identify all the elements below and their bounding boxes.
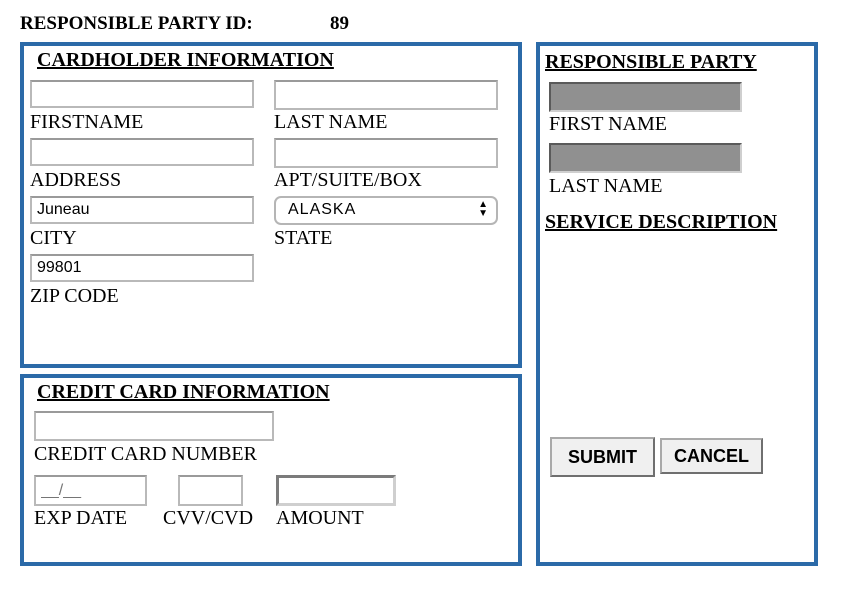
rp-first-name-input[interactable] <box>549 82 742 112</box>
cardholder-info-panel <box>20 42 522 368</box>
responsible-party-id-value: 89 <box>330 13 349 34</box>
firstname-label: FIRSTNAME <box>30 111 144 133</box>
cvv-label: CVV/CVD <box>163 507 254 529</box>
cvv-input[interactable] <box>178 475 243 506</box>
firstname-input[interactable] <box>30 80 254 108</box>
credit-card-number-label: CREDIT CARD NUMBER <box>34 443 257 465</box>
service-description-title: SERVICE DESCRIPTION <box>545 211 778 233</box>
state-select[interactable] <box>274 196 498 225</box>
rp-last-name-label: LAST NAME <box>549 175 663 197</box>
state-select-value: ALASKA <box>288 201 357 218</box>
address-label: ADDRESS <box>30 169 122 191</box>
credit-card-number-input[interactable] <box>34 411 274 441</box>
responsible-party-panel <box>536 42 818 566</box>
zip-code-label: ZIP CODE <box>30 285 119 307</box>
rp-last-name-input[interactable] <box>549 143 742 173</box>
responsible-party-title: RESPONSIBLE PARTY <box>545 51 757 73</box>
responsible-party-id <box>20 13 349 35</box>
apt-suite-box-label: APT/SUITE/BOX <box>274 169 422 191</box>
exp-date-label: EXP DATE <box>34 507 128 529</box>
address-input[interactable] <box>30 138 254 166</box>
lastname-input[interactable] <box>274 80 498 110</box>
select-updown-icon: ▲ ▼ <box>478 199 488 219</box>
apt-suite-box-input[interactable] <box>274 138 498 168</box>
state-label: STATE <box>274 227 333 249</box>
credit-card-info-panel <box>20 374 522 566</box>
rp-first-name-label: FIRST NAME <box>549 113 667 135</box>
city-label: CITY <box>30 227 77 249</box>
credit-card-info-title: CREDIT CARD INFORMATION <box>37 381 330 403</box>
cancel-button[interactable]: CANCEL <box>660 438 763 474</box>
amount-label: AMOUNT <box>276 507 364 529</box>
cardholder-info-title: CARDHOLDER INFORMATION <box>37 49 334 71</box>
zip-code-input[interactable] <box>30 254 254 282</box>
amount-input[interactable] <box>276 475 396 506</box>
exp-date-input[interactable] <box>34 475 147 506</box>
lastname-label: LAST NAME <box>274 111 388 133</box>
submit-button[interactable]: SUBMIT <box>550 437 655 477</box>
responsible-party-id-label: RESPONSIBLE PARTY ID: <box>20 13 253 34</box>
city-input[interactable] <box>30 196 254 224</box>
